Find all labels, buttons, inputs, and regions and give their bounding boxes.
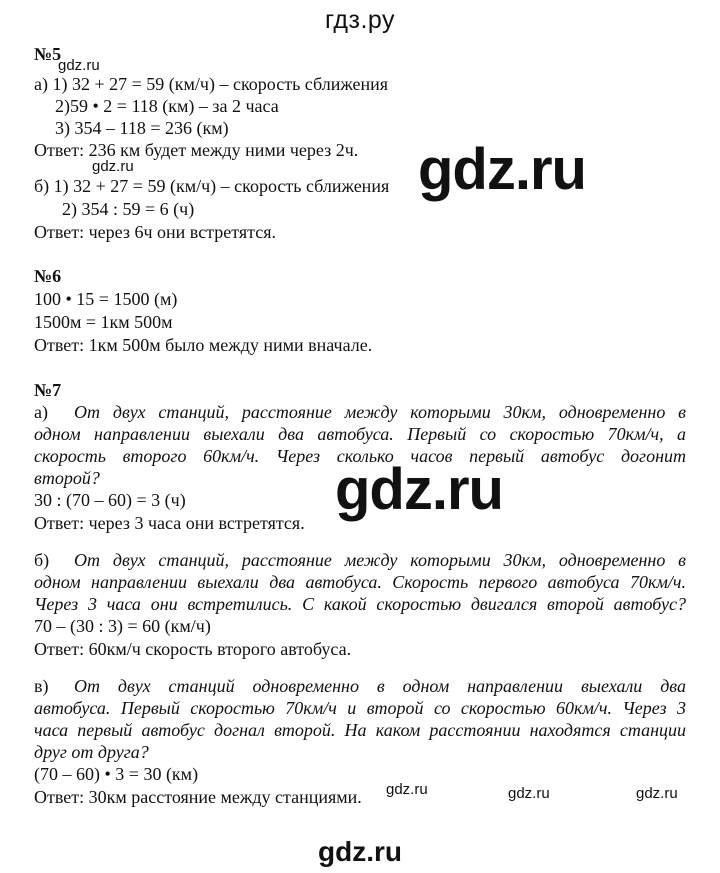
watermark-small: gdz.ru bbox=[386, 781, 428, 798]
task6-answer: Ответ: 1км 500м было между ними вначале. bbox=[34, 335, 373, 355]
task7-a-calc: 30 : (70 – 60) = 3 (ч) bbox=[34, 490, 186, 510]
task7-b-question-line2: одном направлении выехали два автобуса. Скорость первого автобуса 70км/ч. bbox=[34, 572, 686, 592]
watermark-small: gdz.ru bbox=[92, 158, 134, 175]
task6-title: №6 bbox=[34, 266, 62, 286]
task7-c-question-line2: автобуса. Первый скоростью 70км/ч и второй со скоростью 60км/ч. Через 3 bbox=[34, 698, 686, 718]
watermark-small: gdz.ru bbox=[58, 57, 100, 74]
task7-a-label: а) bbox=[34, 402, 48, 422]
task5-b-answer: Ответ: через 6ч они встретятся. bbox=[34, 222, 277, 242]
task5-b-line1: б) 1) 32 + 27 = 59 (км/ч) – скорость сближения bbox=[34, 176, 390, 196]
task7-a-question-line2: одном направлении выехали два автобуса. Первый со скоростью 70км/ч, а bbox=[34, 424, 686, 444]
task7-b-question-line3: Через 3 часа они встретились. С какой скоростью двигался второй автобус? bbox=[34, 594, 686, 614]
task7-c-answer: Ответ: 30км расстояние между станциями. bbox=[34, 787, 362, 807]
task7-a-question-line4: второй? bbox=[34, 468, 100, 488]
watermark-footer: gdz.ru bbox=[318, 836, 402, 867]
watermark-large: gdz.ru bbox=[335, 457, 503, 522]
task7-c-question-line3: часа первый автобус догнал второй. На каком расстоянии находятся станции bbox=[34, 720, 686, 740]
task7-a-question-line1: От двух станций, расстояние между которыми 30км, одновременно в bbox=[74, 402, 686, 422]
task7-b-answer: Ответ: 60км/ч скорость второго автобуса. bbox=[34, 639, 352, 659]
watermark-small: gdz.ru bbox=[636, 785, 678, 802]
task5-a-line1: а) 1) 32 + 27 = 59 (км/ч) – скорость сближения bbox=[34, 74, 389, 94]
task7-c-question-line1: От двух станций одновременно в одном направлении выехали два bbox=[74, 676, 686, 696]
task5-a-answer: Ответ: 236 км будет между ними через 2ч. bbox=[34, 140, 359, 160]
task7-c-calc: (70 – 60) • 3 = 30 (км) bbox=[34, 764, 199, 784]
task7-c-label: в) bbox=[34, 676, 49, 696]
task5-title: №5 bbox=[34, 44, 62, 64]
task5-a-line2: 2)59 • 2 = 118 (км) – за 2 часа bbox=[55, 96, 279, 116]
task7-b-calc: 70 – (30 : 3) = 60 (км/ч) bbox=[34, 616, 211, 636]
task5-a-line3: 3) 354 – 118 = 236 (км) bbox=[55, 118, 229, 138]
task5-b-line2: 2) 354 : 59 = 6 (ч) bbox=[62, 199, 195, 219]
task7-a-answer: Ответ: через 3 часа они встретятся. bbox=[34, 513, 305, 533]
task6-line2: 1500м = 1км 500м bbox=[34, 312, 173, 332]
watermark-small: gdz.ru bbox=[508, 785, 550, 802]
task7-a-question-line3: скорость второго 60км/ч. Через сколько часов первый автобус догонит bbox=[34, 446, 686, 466]
watermark-large: gdz.ru bbox=[418, 137, 586, 202]
task7-b-label: б) bbox=[34, 550, 50, 570]
task7-title: №7 bbox=[34, 380, 62, 400]
task7-b-question-line1: От двух станций, расстояние между которыми 30км, одновременно в bbox=[74, 550, 686, 570]
task6-line1: 100 • 15 = 1500 (м) bbox=[34, 289, 178, 309]
task7-c-question-line4: друг от друга? bbox=[34, 742, 149, 762]
site-header: гдз.ру bbox=[324, 6, 396, 34]
